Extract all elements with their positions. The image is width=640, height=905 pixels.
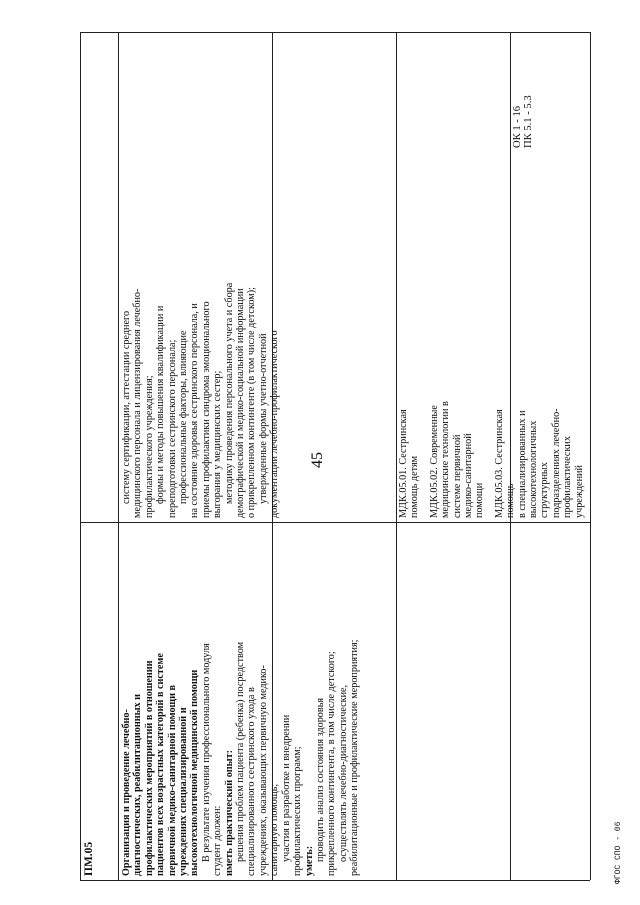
module-body: прикрепленного контингента, в том числе детского; xyxy=(326,651,338,876)
mdk-0503-line: МДК.05.03. Сестринская xyxy=(493,409,505,518)
module-title: Организация и проведение лечебно- xyxy=(121,709,132,876)
mdk-0501-line: помощь детям xyxy=(409,455,421,518)
mdk-spacer xyxy=(421,401,429,518)
mdk-list xyxy=(398,401,585,518)
cont-line: профессиональные факторы, влияющие xyxy=(178,330,190,504)
module-body: специализированного сестринского ухода в xyxy=(246,687,258,876)
module-title: первичной медико-санитарной помощи в xyxy=(166,684,178,876)
mdk-0503-line: учреждений xyxy=(573,465,585,518)
competence-pk: ПК 5.1 - 5.3 xyxy=(523,95,535,148)
mdk-0502-line: медико-санитарной xyxy=(463,433,475,518)
mdk-0503-line: подразделениях лечебно- xyxy=(550,408,562,518)
cont-line: систему сертификации, аттестации среднего xyxy=(121,310,132,504)
frame-top xyxy=(80,32,590,33)
mdk-0501-line: МДК.05.01. Сестринская xyxy=(398,409,409,518)
frame-left xyxy=(80,32,81,880)
module-title: учреждениях специализированной и xyxy=(178,707,190,876)
module-body: проводить анализ состояния здоровья xyxy=(314,697,326,862)
competence-ok: ОК 1 - 16 xyxy=(512,105,523,148)
cont-line: о прикрепленном контингенте (в том числе детском); xyxy=(246,287,258,518)
competences-text xyxy=(512,95,535,148)
module-description xyxy=(121,639,361,876)
cont-line: документации лечебно-профилактического xyxy=(269,330,281,518)
module-title: профилактических мероприятий в отношении xyxy=(143,660,155,876)
cont-line: формы и методы повышения квалификации и xyxy=(155,305,167,504)
mdk-0503-line: высокотехнологичных xyxy=(528,420,540,518)
module-title: высокотехнологичной медицинской помощи xyxy=(189,669,201,876)
row-divider xyxy=(80,522,590,523)
mdk-0502-line: МДК.05.02. Современные xyxy=(428,405,440,518)
mdk-0502-line: системе первичной xyxy=(451,434,463,518)
module-body: осуществлять лечебно-диагностические, xyxy=(337,684,349,862)
module-title: диагностических, реабилитационных и xyxy=(132,693,144,876)
module-body: студент должен: xyxy=(212,805,224,876)
footer-code-label: ФГОС СПО - 06 xyxy=(614,821,623,884)
module-body: В результате изучения профессионального модуля xyxy=(200,643,212,862)
mdk-0503-line: в специализированных и xyxy=(516,410,528,518)
frame-right xyxy=(590,32,591,880)
mdk-0503-line: помощь xyxy=(505,483,517,518)
mdk-0503-line: профилактических xyxy=(562,436,574,518)
module-body: решения проблем пациента (ребенка) посредством xyxy=(235,641,247,862)
cont-line: на состояние здоровья сестринского персонала, и xyxy=(189,303,201,518)
module-body: уметь: xyxy=(303,845,315,876)
module-code-label: ПМ.05 xyxy=(83,841,95,876)
continuation-text xyxy=(121,283,281,518)
mdk-0502-line: помощи xyxy=(474,482,486,518)
cont-line: методику проведения персонального учета и сбора xyxy=(223,282,235,504)
mdk-spacer xyxy=(486,401,494,518)
cont-line: выгорания у медицинских сестер; xyxy=(212,370,224,518)
module-body: иметь практический опыт: xyxy=(223,749,235,876)
module-title: пациентов всех возрастных категорий в системе xyxy=(155,653,167,876)
module-body: реабилитационные и профилактические мероприятия; xyxy=(349,639,361,876)
col-divider-3 xyxy=(396,32,397,880)
page-number-label: 45 xyxy=(309,452,326,468)
module-body: профилактических программ; xyxy=(292,746,304,876)
module-body: учреждениях, оказывающих первичную медико- xyxy=(257,665,269,876)
cont-line: демографической и медико-социальной информации xyxy=(235,288,247,518)
frame-bottom xyxy=(80,880,590,881)
cont-line: утвержденные формы учетно-отчетной xyxy=(257,333,269,504)
cont-line: медицинского персонала и лицензирования лечебно- xyxy=(132,288,144,518)
cont-line: переподготовки сестринского персонала; xyxy=(166,339,178,518)
mdk-0502-line: медицинские технологии в xyxy=(440,401,452,518)
mdk-0503-line: структурных xyxy=(539,462,551,518)
cont-line: профилактического учреждения; xyxy=(143,375,155,518)
module-body: участия в разработке и внедрении xyxy=(280,714,292,862)
module-body: санитарную помощь; xyxy=(269,783,281,876)
col-divider-1 xyxy=(118,32,119,880)
cont-line: приемы профилактики синдрома эмоционального xyxy=(200,301,212,518)
